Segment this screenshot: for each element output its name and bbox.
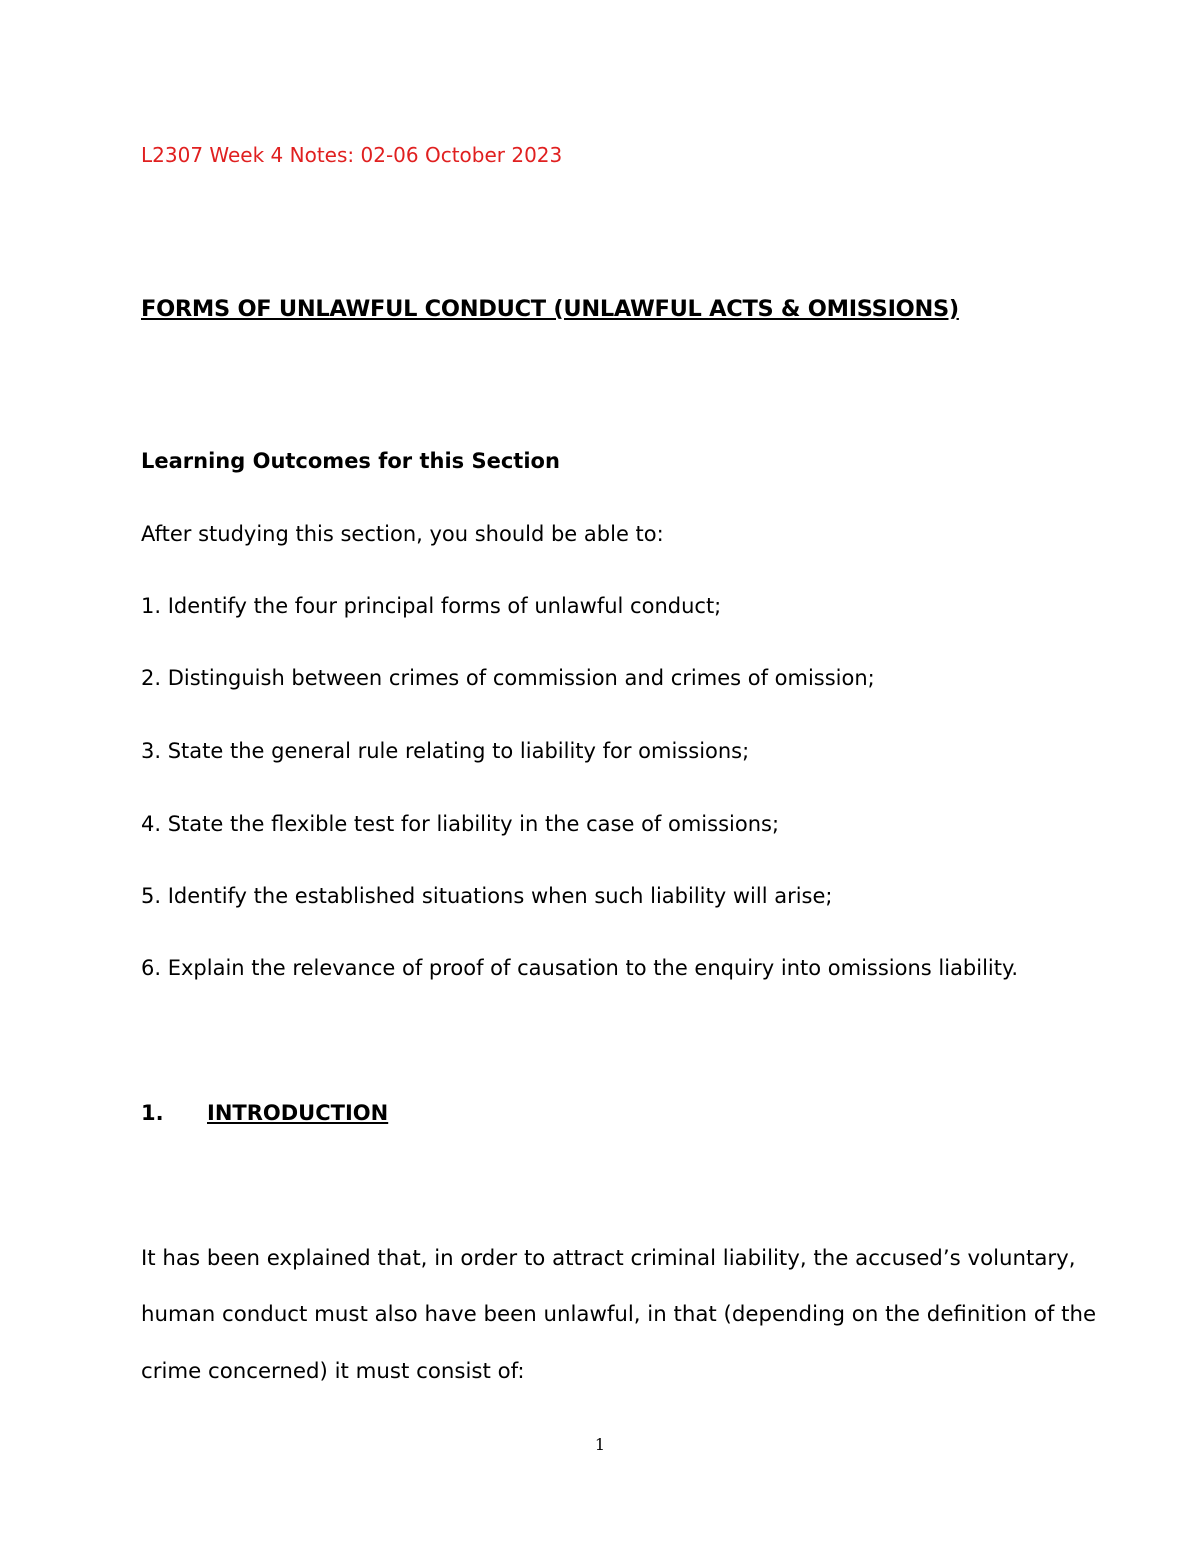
paragraph-line-3: crime concerned) it must consist of: [141, 1359, 525, 1384]
introduction-number: 1. [141, 1101, 164, 1125]
learning-outcomes-heading: Learning Outcomes for this Section [141, 449, 560, 473]
outcome-item-4: 4. State the flexible test for liability in the case of omissions; [141, 812, 780, 836]
document-title: FORMS OF UNLAWFUL CONDUCT (UNLAWFUL ACTS & OMISSIONS) [141, 296, 959, 322]
page-number: 1 [594, 1435, 606, 1454]
outcome-item-6: 6. Explain the relevance of proof of causation to the enquiry into omissions liability. [141, 956, 1019, 980]
outcome-item-3: 3. State the general rule relating to liability for omissions; [141, 739, 750, 763]
introduction-heading [141, 1099, 388, 1127]
header-note: L2307 Week 4 Notes: 02-06 October 2023 [141, 143, 563, 167]
outcome-item-1: 1. Identify the four principal forms of unlawful conduct; [141, 594, 722, 618]
introduction-title: INTRODUCTION [207, 1101, 389, 1125]
outcome-item-2: 2. Distinguish between crimes of commission and crimes of omission; [141, 666, 875, 690]
outcome-item-5: 5. Identify the established situations when such liability will arise; [141, 884, 833, 908]
paragraph-line-1: It has been explained that, in order to attract criminal liability, the accused’s voluntary, [141, 1246, 1076, 1271]
learning-outcomes-intro: After studying this section, you should be able to: [141, 522, 664, 546]
paragraph-line-2: human conduct must also have been unlawful, in that (depending on the definition of the [141, 1302, 1097, 1327]
